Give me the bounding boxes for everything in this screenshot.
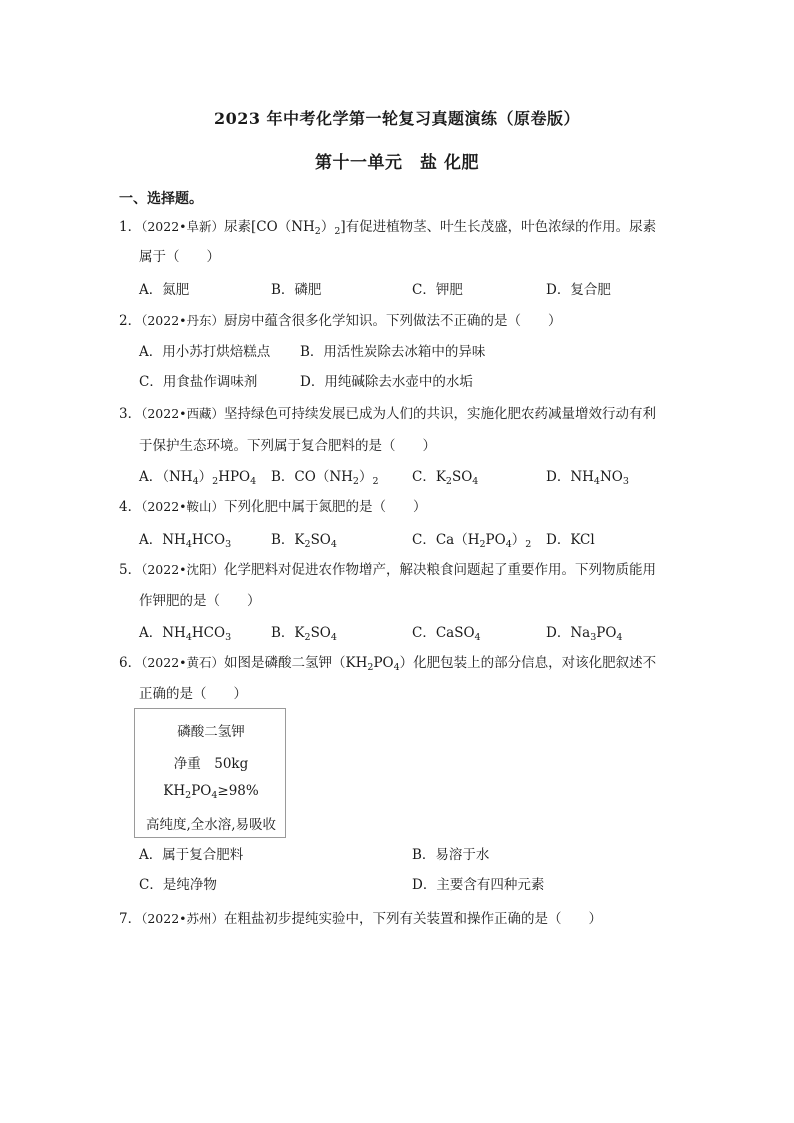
q5-option-d [546, 624, 622, 642]
text-segment: D．NH [546, 469, 594, 485]
q2-option-b: B．用活性炭除去冰箱中的异味 [300, 344, 486, 360]
q5-option-a [139, 624, 231, 642]
text-segment: 坚持绿色可持续发展已成为人们的共识，实施化肥农药减量增效行动有利 [224, 406, 657, 422]
subscript: 3 [225, 632, 232, 643]
text-segment: HPO [218, 469, 251, 485]
question-7-text [119, 910, 602, 928]
question-number: 1． [119, 219, 142, 235]
text-segment: ） [198, 469, 213, 485]
q2-option-a: A．用小苏打烘焙糕点 [139, 344, 271, 360]
unit-title: 第十一单元 盐 化肥 [315, 153, 479, 173]
text-segment: A．（NH [139, 469, 193, 485]
text-segment: SO [310, 625, 331, 641]
label-product-name: 磷酸二氢钾 [177, 724, 245, 740]
q1-option-a: A．氮肥 [139, 282, 190, 298]
subscript: 2 [525, 539, 532, 550]
subscript: 3 [622, 476, 629, 487]
text-segment: SO [310, 532, 331, 548]
text-segment: B．CO（NH [271, 469, 353, 485]
question-source: （2022•沈阳） [141, 562, 225, 577]
subscript: 4 [616, 632, 623, 643]
text-segment: ≥98% [217, 783, 259, 799]
question-1-continuation: 属于（ ） [139, 249, 220, 265]
question-source: （2022•西藏） [141, 406, 225, 421]
subscript: 4 [330, 539, 337, 550]
q3-option-c [412, 468, 478, 486]
question-number: 2． [119, 313, 142, 329]
text-segment: 如图是磷酸二氢钾（KH [224, 655, 368, 671]
subscript: 4 [211, 790, 218, 801]
subscript: 4 [185, 539, 192, 550]
text-segment: 在粗盐初步提纯实验中，下列有关装置和操作正确的是（ ） [224, 911, 603, 927]
text-segment: PO [191, 783, 212, 799]
q4-option-c [412, 531, 531, 549]
subscript: 4 [474, 632, 481, 643]
q3-option-d [546, 468, 629, 486]
q2-option-d: D．用纯碱除去水壶中的水垢 [300, 374, 473, 390]
text-segment: ）化肥包装上的部分信息，对该化肥叙述不 [399, 655, 657, 671]
text-segment: ） [511, 532, 526, 548]
label-net-weight: 净重 50kg [173, 756, 249, 772]
text-segment: ]有促进植物茎、叶生长茂盛，叶色浓绿的作用。尿素 [340, 219, 657, 235]
subscript: 4 [593, 476, 600, 487]
text-segment: B．K [271, 625, 305, 641]
q1-option-b: B．磷肥 [271, 282, 322, 298]
text-segment: A．NH [139, 625, 186, 641]
text-segment: NO [599, 469, 623, 485]
subscript: 4 [192, 476, 199, 487]
label-features: 高纯度,全水溶,易吸收 [145, 817, 277, 833]
text-segment: 厨房中蕴含很多化学知识。下列做法不正确的是（ ） [224, 313, 562, 329]
subscript: 2 [352, 476, 359, 487]
text-segment: PO [596, 625, 617, 641]
text-segment: 化学肥料对促进农作物增产，解决粮食问题起了重要作用。下列物质能用 [224, 562, 657, 578]
q4-option-b [271, 531, 337, 549]
subscript: 2 [185, 790, 192, 801]
subscript: 2 [304, 539, 311, 550]
text-segment: A．NH [139, 532, 186, 548]
document-title: 2023 年中考化学第一轮复习真题演练（原卷版） [213, 109, 581, 128]
subscript: 4 [472, 476, 479, 487]
subscript: 3 [225, 539, 232, 550]
subscript: 2 [212, 476, 219, 487]
text-segment: SO [451, 469, 473, 485]
text-segment: 下列化肥中属于氮肥的是（ ） [224, 499, 427, 515]
q6-option-b: B．易溶于水 [412, 847, 490, 863]
subscript: 4 [330, 632, 337, 643]
question-source: （2022•鞍山） [141, 499, 225, 514]
question-number: 7． [119, 911, 142, 927]
question-source: （2022•苏州） [141, 911, 225, 926]
question-5-continuation: 作钾肥的是（ ） [139, 593, 261, 609]
subscript: 4 [393, 662, 400, 673]
section-heading: 一、选择题。 [119, 191, 203, 207]
question-1-text [119, 218, 656, 236]
text-segment: C．K [412, 469, 446, 485]
question-number: 4． [119, 499, 142, 515]
q1-option-c: C．钾肥 [412, 282, 463, 298]
subscript: 2 [334, 226, 341, 237]
subscript: 4 [250, 476, 257, 487]
subscript: 2 [314, 226, 321, 237]
question-5-text [119, 561, 656, 579]
subscript: 4 [505, 539, 512, 550]
subscript: 3 [590, 632, 597, 643]
question-number: 6． [119, 655, 142, 671]
question-3-continuation: 于保护生态环境。下列属于复合肥料的是（ ） [139, 438, 436, 454]
subscript: 2 [304, 632, 311, 643]
text-segment: D．Na [546, 625, 591, 641]
subscript: 2 [479, 539, 486, 550]
question-number: 3． [119, 406, 142, 422]
q6-option-a: A．属于复合肥料 [139, 847, 244, 863]
q1-option-d: D．复合肥 [546, 282, 611, 298]
q2-option-c: C．用食盐作调味剂 [139, 374, 258, 390]
text-segment: ） [320, 219, 335, 235]
subscript: 2 [372, 476, 379, 487]
text-segment: PO [485, 532, 506, 548]
question-2-text [119, 312, 562, 330]
text-segment: 尿素[CO（NH [224, 219, 315, 235]
text-segment: PO [373, 655, 394, 671]
text-segment: KH [163, 783, 186, 799]
text-segment: C．Ca（H [412, 532, 480, 548]
q5-option-b [271, 624, 337, 642]
subscript: 2 [367, 662, 374, 673]
q3-option-b [271, 468, 379, 486]
text-segment: HCO [191, 532, 226, 548]
text-segment: C．CaSO [412, 625, 475, 641]
q6-option-d: D．主要含有四种元素 [412, 877, 545, 893]
q6-option-c: C．是纯净物 [139, 877, 217, 893]
question-number: 5． [119, 562, 142, 578]
question-6-continuation: 正确的是（ ） [139, 686, 247, 702]
question-source: （2022•阜新） [141, 219, 225, 234]
question-source: （2022•黄石） [141, 655, 225, 670]
label-formula [135, 783, 287, 799]
q4-option-d: D．KCl [546, 532, 595, 548]
question-source: （2022•丹东） [141, 313, 225, 328]
question-4-text [119, 498, 427, 516]
subscript: 4 [185, 632, 192, 643]
text-segment: ） [358, 469, 373, 485]
q5-option-c [412, 624, 481, 642]
question-6-text [119, 654, 656, 672]
question-3-text [119, 405, 656, 423]
text-segment: HCO [191, 625, 226, 641]
subscript: 2 [445, 476, 452, 487]
q3-option-a [139, 468, 256, 486]
fertilizer-label-box [134, 708, 286, 838]
q4-option-a [139, 531, 231, 549]
text-segment: B．K [271, 532, 305, 548]
